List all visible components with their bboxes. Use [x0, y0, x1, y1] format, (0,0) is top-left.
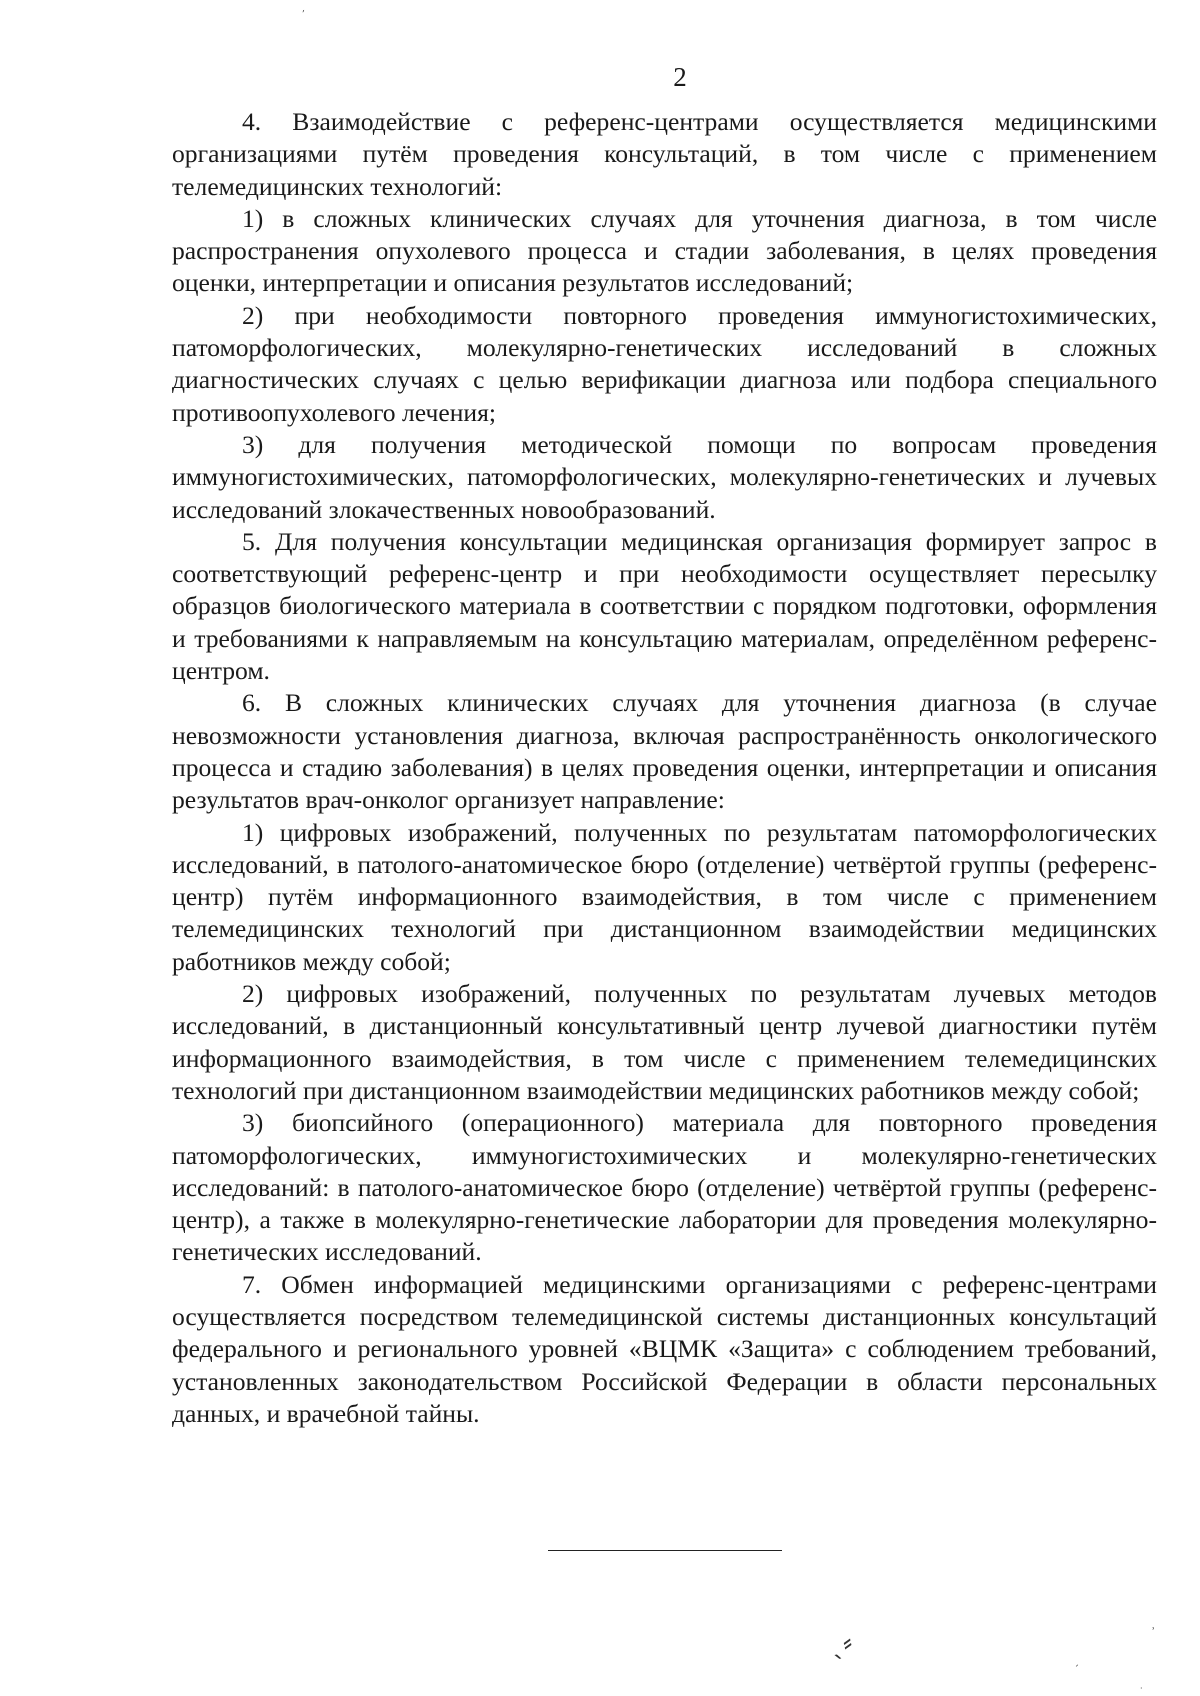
paragraph-7: 7. Обмен информацией медицинскими организациями с референс-центрами осуществляется посредством телемедицинской системы дистанционных консультаций федерального и регионального уровней «ВЦМК «Защита» с соблюдением требований, установленных законодательством Российской Федерации в области персональных данных, и врачебной тайны. [172, 1269, 1157, 1428]
closing-line [548, 1550, 782, 1551]
paragraph-4: 4. Взаимодействие с референс-центрами осуществляется медицинскими организациями путём проведения консультаций, в том числе с применением телемедицинских технологий: [172, 107, 1157, 201]
scan-speck: ´ [300, 9, 309, 22]
paragraph-6-item-1: 1) цифровых изображений, полученных по результатам патоморфологических исследований, в патолого-анатомическое бюро (отделение) четвёртой группы (референс-центр) путём информационного взаимодействия, в том числе с применением телемедицинских технологий при дистанционном взаимодействии медицинских работников между собой; [172, 817, 1157, 976]
paragraph-4-item-3: 3) для получения методической помощи по вопросам проведения иммуногистохимических, патоморфологических, молекулярно-генетических и лучевых исследований злокачественных новообразований. [172, 429, 1157, 524]
scan-speck: · [1140, 1684, 1143, 1693]
paragraph-4-item-1: 1) в сложных клинических случаях для уточнения диагноза, в том числе распространения опухолевого процесса и стадии заболевания, в целях проведения оценки, интерпретации и описания результатов исследований; [172, 203, 1157, 298]
initials-mark-icon: ˎ⸗ [827, 1627, 855, 1661]
scan-speck: ˏ [1074, 1656, 1079, 1667]
paragraph-4-item-2: 2) при необходимости повторного проведения иммуногистохимических, патоморфологических, молекулярно-генетических исследований в сложных диагностических случаях с целью верификации диагноза или подбора специального противоопухолевого лечения; [172, 300, 1157, 427]
page-number: 2 [673, 62, 687, 92]
paragraph-6-item-2: 2) цифровых изображений, полученных по результатам лучевых методов исследований, в дистанционный консультативный центр лучевой диагностики путём информационного взаимодействия, в том числе с применением телемедицинских технологий при дистанционном взаимодействии медицинских работников между собой; [172, 979, 1157, 1105]
paragraph-6-item-3: 3) биопсийного (операционного) материала для повторного проведения патоморфологических, иммуногистохимических и молекулярно-генетических исследований: в патолого-анатомическое бюро (отделение) четвёртой группы (референс-центр), а также в молекулярно-генетические лаборатории для проведения молекулярно-генетических исследований. [172, 1108, 1157, 1267]
document-body [172, 106, 1157, 1430]
scan-speck: ˒ [1152, 1624, 1156, 1635]
paragraph-6: 6. В сложных клинических случаях для уточнения диагноза (в случае невозможности установления диагноза, включая распространённость онкологического процесса и стадию заболевания) в целях проведения оценки, интерпретации и описания результатов врач-онколог организует направление: [172, 688, 1157, 815]
paragraph-5: 5. Для получения консультации медицинская организация формирует запрос в соответствующий референс-центр и при необходимости осуществляет пересылку образцов биологического материала в соответствии с порядком подготовки, оформления и требованиями к направляемым на консультацию материалам, определённом референс-центром. [172, 526, 1157, 686]
